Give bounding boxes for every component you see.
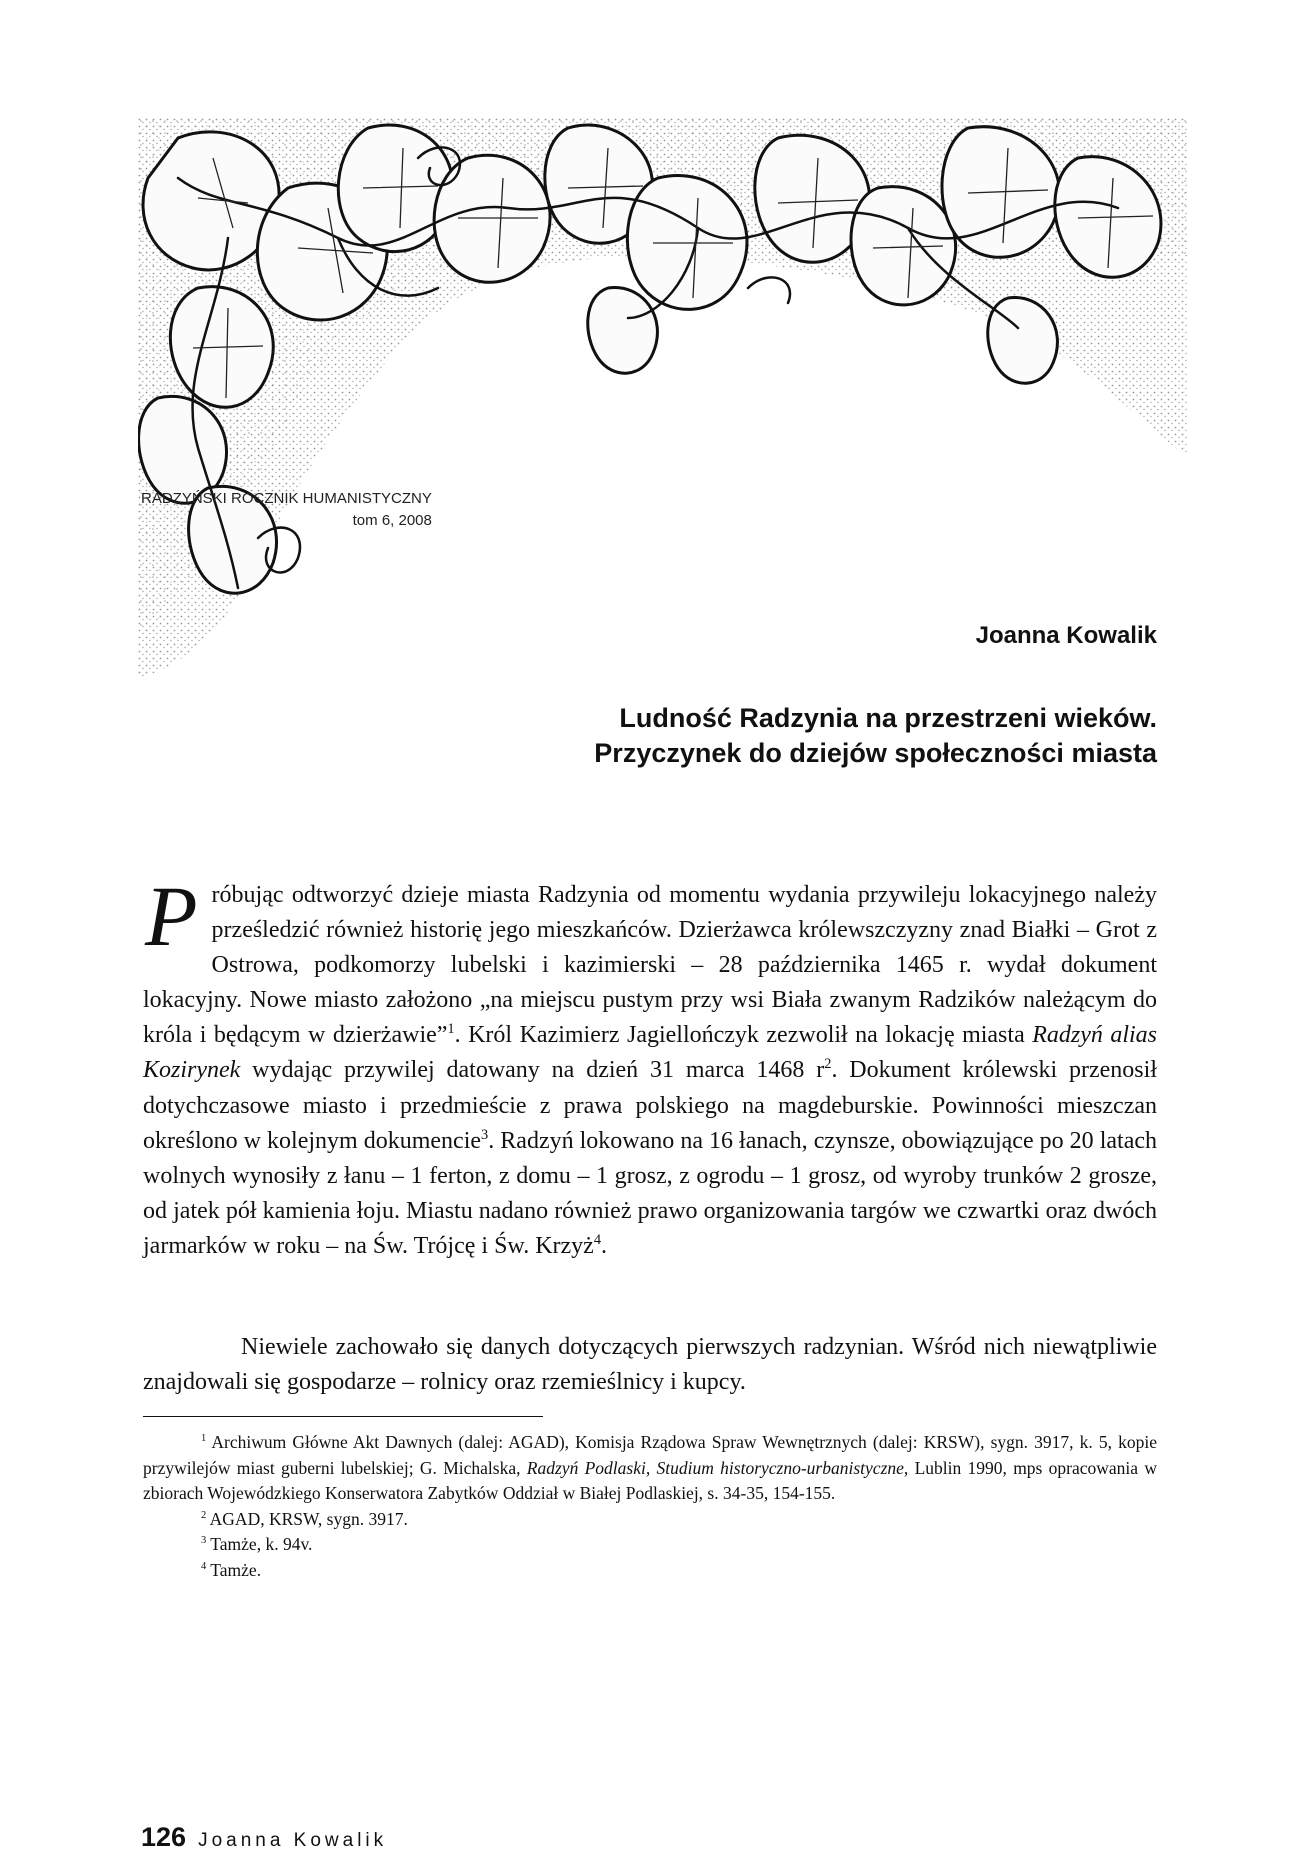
footnote-number: 1	[201, 1433, 207, 1445]
title-line-2: Przyczynek do dziejów społeczności miasta	[594, 738, 1157, 768]
footnote-ref-4[interactable]: 4	[593, 1231, 602, 1248]
body-paragraph-1	[143, 868, 1158, 1264]
body-text-segment: róbując odtworzyć dzieje miasta Radzynia od momentu wydania przywileju lokacyjnego należy prześledzić również historię jego mieszkańców. Dzierżawca królewszczyzny znad Białki – Grot z Ostrowa, podkomorzy lubelski i kazimierski – 28 października 1465 r. wydał dokument lokacyjny. Nowe miasto założono „na miejscu pustym przy wsi Biała zwanym Radzików należącym do króla i będącym w dzierżawie”	[143, 882, 1157, 1049]
journal-volume: tom 6, 2008	[352, 512, 432, 529]
body-text-segment: . Radzyń lokowano na 16 łanach, czynsze, obowiązujące po 20 latach wolnych wynosiły z łanu – 1 ferton, z domu – 1 grosz, z ogrodu – 1 grosz, od wyroby trunków 2 grosze, od jatek pół kamienia łoju. Miastu nadano również prawo organizowania targów we czwartki oraz dwóch jarmarków w roku – na Św. Trójcę i Św. Krzyż	[143, 1127, 1158, 1259]
body-text-segment: wydając przywilej datowany na dzień 31 marca 1468 r	[240, 1057, 825, 1084]
title-line-1: Ludność Radzynia na przestrzeni wieków.	[619, 703, 1157, 733]
footnote-1	[143, 1430, 1157, 1507]
footnote-number: 4	[201, 1560, 207, 1572]
footnote-number: 3	[201, 1535, 207, 1547]
italic-place-name: Radzyń alias Kozirynek	[143, 1022, 1158, 1084]
article-author: Joanna Kowalik	[975, 622, 1157, 649]
footnote-3	[143, 1532, 1157, 1558]
footnotes	[143, 1430, 1157, 1583]
footnote-text: Tamże.	[206, 1559, 262, 1580]
footnote-number: 2	[201, 1509, 207, 1521]
article-title	[257, 701, 1157, 771]
page-footer	[141, 1822, 387, 1852]
body-text-segment: . Dokument królewski przenosił dotychczasowe miasto i przedmieście z prawa polskiego na magdeburskie. Powinności mieszczan określono w kolejnym dokumencie	[143, 1057, 1157, 1154]
drop-cap: P	[145, 868, 198, 964]
footnote-text: Archiwum Główne Akt Dawnych (dalej: AGAD), Komisja Rządowa Spraw Wewnętrznych (dalej: KRSW), sygn. 3917, k. 5, kopie przywilejów miast guberni lubelskiej; G. Michalska,	[143, 1432, 1157, 1478]
running-head: Joanna Kowalik	[198, 1830, 388, 1851]
footnote-ref-1[interactable]: 1	[447, 1021, 455, 1038]
body-paragraph-2: Niewiele zachowało się danych dotyczących pierwszych radzynian. Wśród nich niewątpliwie znajdowali się gospodarze – rolnicy oraz rzemieślnicy i kupcy.	[143, 1334, 1157, 1396]
footnote-ref-2[interactable]: 2	[824, 1056, 832, 1073]
vine-ornament-decoration	[138, 118, 1188, 678]
footnote-4	[143, 1558, 1157, 1584]
footnote-separator	[143, 1416, 543, 1417]
footnote-text: , Lublin 1990, mps opracowania w zbiorach Wojewódzkiego Konserwatora Zabytków Oddział w Białej Podlaskiej, s. 34-35, 154-155.	[143, 1457, 1157, 1503]
body-text-segment: . Król Kazimierz Jagiellończyk zezwolił na lokację miasta	[454, 1022, 1033, 1049]
footnote-text: Tamże, k. 94v.	[206, 1534, 313, 1554]
footnote-2	[143, 1507, 1157, 1533]
journal-name: RADZYŃSKI ROCZNIK HUMANISTYCZNY	[141, 490, 432, 507]
footnote-text: AGAD, KRSW, sygn. 3917.	[206, 1508, 408, 1529]
footnote-ref-3[interactable]: 3	[481, 1126, 489, 1143]
journal-header	[141, 489, 432, 531]
body-text-segment: .	[601, 1232, 608, 1259]
footnote-italic-title: Radzyń Podlaski, Studium historyczno-urbanistyczne	[526, 1457, 904, 1478]
page-number: 126	[141, 1822, 187, 1852]
